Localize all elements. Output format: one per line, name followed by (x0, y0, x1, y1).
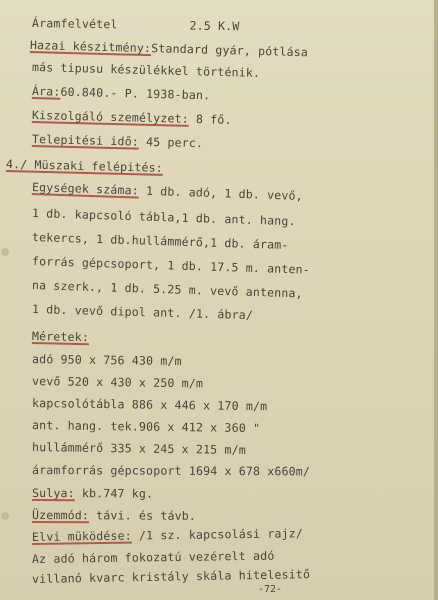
line-text: távi. és távb. (89, 508, 197, 523)
text-line (32, 132, 203, 150)
text-line (30, 38, 308, 59)
line-label: Egységek száma: (31, 180, 140, 198)
text-line (32, 278, 303, 301)
page-edge (434, 0, 438, 600)
text-line (32, 254, 310, 277)
text-line (32, 418, 260, 435)
text-line (32, 549, 275, 566)
line-text: ant. hang. tek.906 x 412 x 360 " (31, 418, 261, 436)
line-text: tekercs, 1 db.hullámmérő,1 db. áram- (31, 230, 289, 253)
line-text: hullámmérő 335 x 245 x 215 m/m (31, 440, 246, 457)
text-line (32, 230, 289, 252)
title-text: Áramfelvétel (31, 16, 118, 32)
line-label: Méretek: (31, 329, 90, 345)
text-line (32, 508, 196, 523)
line-label: Hazai készitmény: (29, 38, 152, 56)
line-text: kapcsolótábla 886 x 446 x 170 m/m (31, 396, 268, 414)
line-text: 60.840.- P. 1938-ban. (60, 84, 211, 103)
text-line (32, 206, 296, 228)
title-line (32, 16, 240, 33)
text-line (32, 440, 246, 457)
line-label: Ára: (31, 84, 61, 99)
line-text: Standard gyár, pótlása (150, 41, 309, 60)
line-text: na szerk., 1 db. 5.25 m. vevő antenna, (31, 278, 304, 301)
text-line (32, 463, 310, 478)
line-label: Kiszolgáló személyzet: (31, 108, 189, 126)
text-line (32, 486, 153, 501)
line-text: forrás gépcsoport, 1 db. 17.5 m. anten- (31, 254, 311, 277)
line-text: /1 sz. kapcsolási rajz/ (131, 526, 304, 543)
line-text: 1 db. vevő dipol ant. /1. ábra/ (31, 302, 254, 323)
section-heading (6, 157, 163, 175)
line-text: áramforrás gépcsoport 1694 x 678 x660m/ (31, 463, 311, 479)
text-line (32, 302, 253, 322)
line-text: kb.747 kg. (74, 486, 154, 501)
line-text: 1 db. kapcsoló tábla,1 db. ant. hang. (31, 206, 296, 229)
line-text: 1 db. adó, 1 db. vevő, (138, 183, 304, 203)
text-line (32, 60, 260, 80)
title-value: 2.5 K.W (189, 18, 240, 34)
text-line (32, 352, 182, 368)
line-text: adó 950 x 756 430 m/m (31, 352, 182, 369)
line-text: vevő 520 x 430 x 250 m/m (31, 374, 204, 391)
line-text: 8 fő. (188, 111, 232, 127)
line-label: Elvi müködése: (31, 528, 132, 544)
line-text: 45 perc. (138, 134, 204, 151)
punch-hole (1, 512, 9, 520)
text-line (32, 84, 211, 102)
text-line (32, 396, 267, 413)
line-text: villanó kvarc kristály skála hitelesitő (31, 567, 311, 586)
text-line (32, 108, 232, 127)
text-line (32, 374, 203, 390)
page-number: -72- (258, 584, 283, 595)
line-label: Sulya: (31, 486, 75, 501)
line-text: Az adó három fokozatú vezérelt adó (31, 548, 275, 566)
line-label: Telepitési idő: (31, 132, 140, 149)
text-line (32, 180, 303, 203)
punch-hole (1, 248, 9, 256)
text-line (32, 526, 303, 544)
text-line (32, 329, 89, 344)
line-label: 4./ Müszaki felépités: (5, 157, 163, 175)
line-text: más tipusu készülékkel történik. (31, 60, 261, 80)
line-label: Üzemmód: (31, 508, 90, 523)
